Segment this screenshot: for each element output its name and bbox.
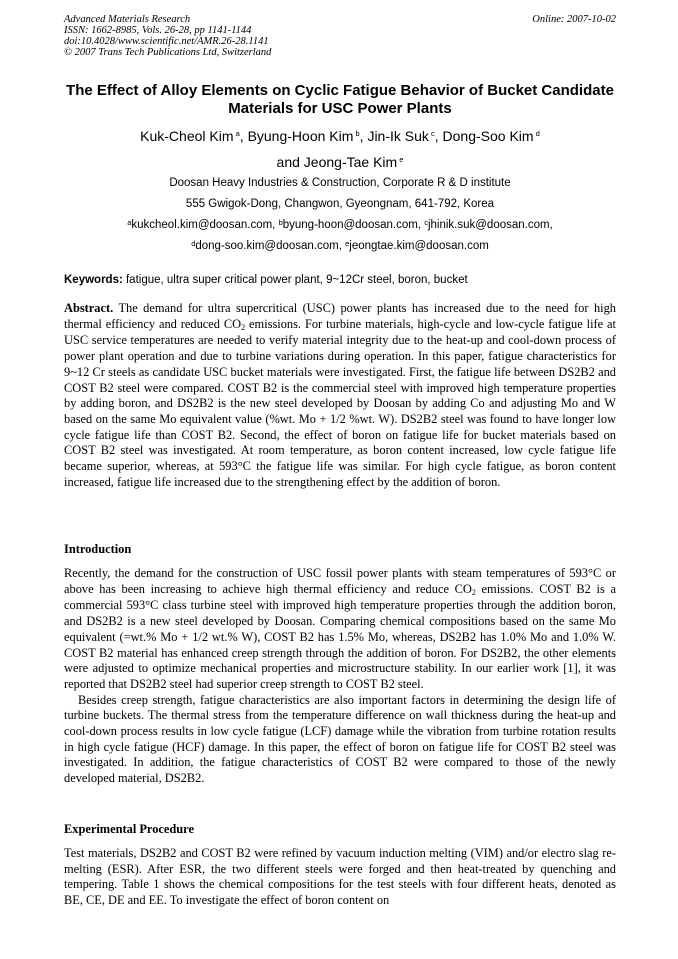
- abstract: Abstract. The demand for ultra supercritical (USC) power plants has increased due to the need for high thermal efficiency and reduced $CO_2$ emissions. For turbine materials, high-cycle and low-cycle fatigue life at USC service temperatures are needed to verify material integrity due to the heat-up and cool-down process of power plant operation and due to turbine variations during operation. In this paper, fatigue characteristics for 9~12 Cr steels as candidate USC bucket materials were investigated. First, the fatigue life between DS2B2 and COST B2 steel were compared. COST B2 is the commercial steel with improved high temperature properties by adding boron, and DS2B2 is the new steel developed by Doosan by adding Co and adjusting Mo and W based on the same Mo equivalent value (%wt. Mo + 1/2 %wt. W). DS2B2 steel was found to have longer low cycle fatigue life than COST B2. Second, the effect of boron on fatigue life for bucket materials based on COST B2 steel was investigated. At room temperature, as boron content increased, low cycle fatigue life became superior, whereas, at 593°C the fatigue life was similar. For high cycle fatigue, as boron content increased, fatigue life increased due to the strengthening effect by the addition of boron.: [64, 301, 616, 489]
- copyright-line: © 2007 Trans Tech Publications Ltd, Switzerland: [64, 47, 272, 58]
- email-link[interactable]: kukcheol.kim@doosan.com,: [131, 219, 279, 231]
- email-link[interactable]: byung-hoon@doosan.com,: [282, 219, 425, 231]
- introduction-paragraph-1: Recently, the demand for the construction of USC fossil power plants with steam temperatures of 593°C or above has been increasing to achieve high thermal efficiency and reduce $CO_2$ emissions. COST B2 is a commercial 593°C class turbine steel with improved high temperature properties through the addition boron, and DS2B2 is a new steel developed by Doosan. Comparing chemical compositions based on the same Mo equivalent (=wt.% Mo + 1/2 wt.% W), COST B2 has 1.5% Mo, whereas, DS2B2 has 1.0% Mo and 1.0% W. COST B2 material has enhanced creep strength through the addition of boron. For DS2B2, the other elements were adjusted to optimize mechanical properties and microstructure stability. In our earlier work [1], it was reported that DS2B2 steel had superior creep strength to COST B2 steel.: [64, 566, 616, 691]
- affiliation-address: 555 Gwigok-Dong, Changwon, Gyeongnam, 641-792, Korea: [185, 198, 495, 210]
- author-mark: c: [431, 129, 435, 138]
- email-link[interactable]: jhinik.suk@doosan.com,: [427, 219, 553, 231]
- introduction-body: [64, 566, 616, 787]
- paper-title: The Effect of Alloy Elements on Cyclic Fatigue Behavior of Bucket Candidate Materials for USC Power Plants: [66, 82, 614, 117]
- author-name: Jin-Ik Suk: [367, 128, 429, 144]
- affiliation-org: Doosan Heavy Industries & Construction, Corporate R & D institute: [169, 177, 511, 189]
- author-name: Kuk-Cheol Kim: [140, 128, 234, 144]
- email-line-1: $^a$kukcheol.kim@doosan.com, $^b$byung-hoon@doosan.com, $^c$jhinik.suk@doosan.com,: [127, 218, 553, 231]
- author-line-1: Kuk-Cheol Kim $^a$, Byung-Hoon Kim $^b$, Jin-Ik Suk $^c$, Dong-Soo Kim $^d$: [140, 128, 540, 144]
- email-line-2: $^d$dong-soo.kim@doosan.com, $^e$jeongtae.kim@doosan.com: [191, 239, 489, 252]
- introduction-paragraph-2: Besides creep strength, fatigue characteristics are also important factors in determining the design life of turbine buckets. The thermal stress from the temperature difference on wall thickness during the heat-up and cool-down process results in low cycle fatigue (LCF) damage while the vibration from turbine rotation results in high cycle fatigue (HCF) damage. In this paper, the effect of boron on fatigue life for COST B2 steel was investigated. In addition, the fatigue characteristics of COST B2 were compared to those of the newly developed material, DS2B2.: [64, 692, 616, 786]
- abstract-label: Abstract.: [64, 301, 114, 315]
- email-link[interactable]: jeongtae.kim@doosan.com: [349, 240, 489, 252]
- journal-header: [64, 14, 616, 58]
- experimental-heading: Experimental Procedure: [64, 822, 194, 836]
- introduction-heading: Introduction: [64, 542, 132, 556]
- author-mark: a: [235, 129, 240, 138]
- author-line-2: and Jeong-Tae Kim $^e$: [276, 154, 404, 170]
- keywords-label: Keywords:: [64, 274, 123, 286]
- issn-line: ISSN: 1662-8985, Vols. 26-28, pp 1141-1144: [64, 25, 252, 36]
- author-name: Jeong-Tae Kim: [303, 154, 398, 170]
- keywords-text: fatigue, ultra super critical power plant, 9~12Cr steel, boron, bucket: [122, 274, 468, 286]
- author-mark: d: [535, 129, 540, 138]
- author-mark: e: [399, 155, 404, 164]
- experimental-body: [64, 846, 616, 909]
- keywords-line: [64, 273, 616, 287]
- doi-line: doi:10.4028/www.scientific.net/AMR.26-28.1141: [64, 36, 269, 47]
- author-list: [64, 123, 616, 175]
- journal-name: Advanced Materials Research: [64, 14, 191, 25]
- experimental-paragraph-1: Test materials, DS2B2 and COST B2 were refined by vacuum induction melting (VIM) and/or electro slag re-melting (ESR). After ESR, the two different steels were forged and then heat-treated by quenching and tempering. Table 1 shows the chemical compositions for the test steels with four different heats, denoted as BE, CE, DE and EE. To investigate the effect of boron content on: [64, 846, 616, 908]
- author-name: Dong-Soo Kim: [442, 128, 534, 144]
- author-name: Byung-Hoon Kim: [247, 128, 354, 144]
- email-link[interactable]: dong-soo.kim@doosan.com,: [195, 240, 346, 252]
- online-date: Online: 2007-10-02: [532, 14, 616, 25]
- author-mark: b: [355, 129, 360, 138]
